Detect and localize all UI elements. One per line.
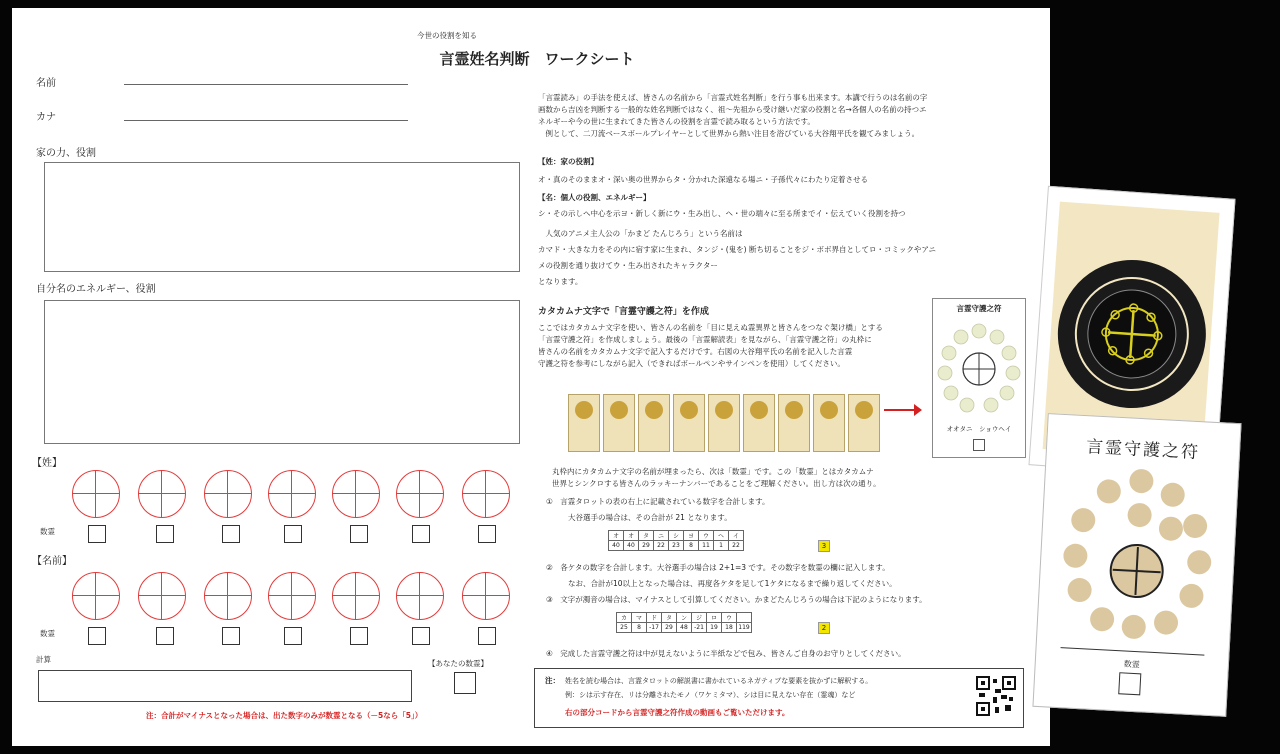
- table-cell: ウ: [699, 531, 714, 541]
- surname-circle[interactable]: [462, 470, 510, 518]
- talisman-circles-diagram: [933, 315, 1025, 415]
- given-name-circle[interactable]: [72, 572, 120, 620]
- table-cell: タ: [662, 613, 677, 623]
- your-kazutama-label: 【あなたの数霊】: [428, 659, 488, 668]
- katakamuna-line: ここではカタカムナ文字を使い、皆さんの名前を「目に見えぬ霊異界と皆さんをつなぐ架け橋」とする: [538, 323, 883, 332]
- tarot-card: [673, 394, 705, 452]
- kazutama-checkbox[interactable]: [222, 627, 240, 645]
- surname-circle[interactable]: [138, 470, 186, 518]
- given-name-circle[interactable]: [138, 572, 186, 620]
- intro-line: 画数から吉凶を判断する一般的な姓名判断ではなく、祖～先祖から受け継いだ家の役割と名→各個人の名前の持つエ: [538, 105, 927, 114]
- given-kazutama-label: 数霊: [40, 629, 55, 638]
- family-role-label: 家の力、役割: [36, 148, 96, 159]
- surname-circle[interactable]: [204, 470, 252, 518]
- talisman-emblem: [1048, 250, 1217, 419]
- note-box: [534, 668, 1024, 728]
- card-kazutama-label: 数霊: [1123, 659, 1141, 670]
- tarot-card: [708, 394, 740, 452]
- otani-number-table: [608, 530, 744, 551]
- kazutama-checkbox[interactable]: [478, 627, 496, 645]
- tarot-card: [638, 394, 670, 452]
- tarot-card: [778, 394, 810, 452]
- kazutama-checkbox[interactable]: [412, 525, 430, 543]
- table-cell: -17: [647, 623, 662, 633]
- subtitle: 今世の役割を知る: [417, 31, 477, 40]
- table-cell: タ: [639, 531, 654, 541]
- table-cell: 48: [677, 623, 692, 633]
- mei-heading: 【名：個人の役割、エネルギー】: [538, 193, 651, 202]
- footnote: 注：合計がマイナスとなった場合は、出た数字のみが数霊となる（－5なら「5」）: [146, 711, 423, 720]
- kazutama-checkbox[interactable]: [350, 627, 368, 645]
- table-total-cell: 119: [738, 624, 750, 631]
- note-line: 姓名を読む場合は、言霊タロットの解説書に書かれているネガティブな要素を抜かずに解釈する。: [565, 677, 873, 685]
- table-cell: 25: [617, 623, 632, 633]
- steps-intro: [552, 466, 992, 490]
- given-name-circle[interactable]: [462, 572, 510, 620]
- anime-detail: メの役割を通り抜けてウ・生み出されたキャラクター: [538, 261, 718, 270]
- mei-line: シ・その示しへ中心を示ヨ・新しく新にウ・生み出し、ヘ・世の端々に至る所までイ・伝えていく役割を持つ: [538, 209, 906, 218]
- table-cell: シ: [669, 531, 684, 541]
- table-cell: オ: [624, 531, 639, 541]
- family-role-box[interactable]: [44, 162, 520, 272]
- kazutama-checkbox[interactable]: [156, 525, 174, 543]
- anime-detail: となります。: [538, 277, 583, 286]
- calculation-label: 計算: [36, 655, 51, 664]
- surname-kazutama-label: 数霊: [40, 527, 55, 536]
- name-field[interactable]: [124, 84, 408, 85]
- surname-circle[interactable]: [396, 470, 444, 518]
- table-cell: 29: [639, 541, 654, 551]
- your-kazutama-box[interactable]: [454, 672, 476, 694]
- table-cell: ヘ: [714, 531, 729, 541]
- given-name-circle[interactable]: [204, 572, 252, 620]
- steps-intro-line: 世界とシンクロする皆さんのラッキーナンバーであることをご理解ください。出し方は次の通り。: [552, 479, 881, 488]
- table-cell: カ: [617, 613, 632, 623]
- sample-talisman-title: 言霊守護之符: [956, 304, 1002, 313]
- sei-heading: 【姓：家の役割】: [538, 157, 598, 166]
- surname-circle[interactable]: [268, 470, 316, 518]
- card-kazutama-box[interactable]: [1118, 672, 1141, 695]
- talisman-card-circles: [1053, 463, 1222, 643]
- table-cell: ウ: [722, 613, 737, 623]
- self-energy-label: 自分名のエネルギー、役割: [36, 284, 156, 295]
- table-row: [617, 623, 752, 633]
- card-divider: [1061, 647, 1205, 656]
- kazutama-checkbox[interactable]: [412, 627, 430, 645]
- katakamuna-line: 「言霊守護之符」を作成しましょう。最後の「言霊解読表」を見ながら、「言霊守護之符」の丸枠に: [538, 335, 872, 344]
- calculation-box[interactable]: [38, 670, 412, 702]
- table-cell: ロ: [707, 613, 722, 623]
- kazutama-checkbox[interactable]: [156, 627, 174, 645]
- intro-text: [538, 92, 1024, 140]
- table-cell: イ: [729, 531, 744, 541]
- given-name-circle[interactable]: [396, 572, 444, 620]
- step-4: ④ 完成した言霊守護之符は中が見えないように半紙などで包み、皆さんご自身のお守りとしてください。: [546, 649, 906, 658]
- tarot-card: [848, 394, 880, 452]
- kazutama-checkbox[interactable]: [88, 627, 106, 645]
- given-name-label: 【名前】: [32, 556, 72, 567]
- table-cell: 11: [699, 541, 714, 551]
- anime-detail: カマド・大きな力をその内に宿す家に生まれ、タンジ・(鬼を) 断ち切ることをジ・ボボ界自としてロ・コミックやアニ: [538, 245, 936, 254]
- kazutama-checkbox[interactable]: [284, 525, 302, 543]
- answer-badge: 2: [818, 622, 830, 634]
- table-cell: 19: [707, 623, 722, 633]
- table-row: [617, 613, 752, 623]
- table-cell: ヨ: [684, 531, 699, 541]
- table-cell: 22: [654, 541, 669, 551]
- answer-badge: 3: [818, 540, 830, 552]
- katakamuna-heading: カタカムナ文字で「言霊守護之符」を作成: [538, 307, 709, 317]
- arrow-right-icon: [882, 402, 924, 418]
- talisman-card-front: [1032, 413, 1241, 717]
- table-cell: ジ: [692, 613, 707, 623]
- anime-line: 人気のアニメ主人公の「かまど たんじろう」という名前は: [538, 229, 743, 238]
- table-cell: [737, 613, 752, 623]
- steps-intro-line: 丸枠内にカタカムナ文字の名前が埋まったら、次は「数霊」です。この「数霊」とはカタカムナ: [552, 467, 874, 476]
- given-name-circle[interactable]: [268, 572, 316, 620]
- tarot-card: [568, 394, 600, 452]
- surname-circle[interactable]: [332, 470, 380, 518]
- kazutama-checkbox[interactable]: [88, 525, 106, 543]
- kana-label: カナ: [36, 112, 56, 123]
- kazutama-checkbox[interactable]: [284, 627, 302, 645]
- intro-line: 「言霊読み」の手法を使えば、皆さんの名前から「言霊式姓名判断」を行う事も出来ます。本講で行うのは名前の字: [538, 93, 928, 102]
- table-cell: 40: [609, 541, 624, 551]
- kana-field[interactable]: [124, 120, 408, 121]
- table-cell: ド: [647, 613, 662, 623]
- table-cell: 1: [714, 541, 729, 551]
- surname-circle[interactable]: [72, 470, 120, 518]
- step-3: ③ 文字が濁音の場合は、マイナスとして引算してください。かまどたんじろうの場合は下記のようになります。: [546, 595, 927, 604]
- intro-line: 例として、二刀流ベースボールプレイヤーとして世界から熱い注目を浴びている大谷翔平氏を観てみましょう。: [538, 129, 920, 138]
- table-cell: 8: [684, 541, 699, 551]
- table-cell: 29: [662, 623, 677, 633]
- note-label: 注：: [545, 676, 560, 685]
- qr-code-icon[interactable]: [975, 675, 1017, 717]
- table-row: [609, 541, 744, 551]
- given-name-circle[interactable]: [332, 572, 380, 620]
- surname-label: 【姓】: [32, 458, 62, 469]
- table-cell: マ: [632, 613, 647, 623]
- step-1: ① 言霊タロットの表の右上に記載されている数字を合計します。: [546, 497, 770, 506]
- tarot-card: [603, 394, 635, 452]
- kazutama-checkbox[interactable]: [350, 525, 368, 543]
- page-title: 言霊姓名判断 ワークシート: [439, 50, 635, 68]
- note-line: 例：シは示す存在、リは分離されたモノ（ワケミタマ）、シは目に見えない存在（霊魂）など: [565, 691, 856, 699]
- worksheet-page: [12, 8, 1050, 746]
- table-row: [609, 531, 744, 541]
- sample-talisman-name: オオタニ ショウヘイ: [946, 425, 1012, 433]
- sample-talisman: [932, 298, 1026, 458]
- katakamuna-line: 守護之符を参考にしながら記入（できればボールペンやサインペンを使用）してください。: [538, 359, 845, 368]
- table-cell: 18: [722, 623, 737, 633]
- table-cell: ン: [677, 613, 692, 623]
- intro-line: ネルギーや今の世に生まれてきた皆さんの役割を言霊で読み取るという方法です。: [538, 117, 815, 126]
- tarot-card: [813, 394, 845, 452]
- katakamuna-text: [538, 322, 938, 370]
- qr-note: 右の部分コードから言霊守護之符作成の動画もご覧いただけます。: [565, 708, 790, 717]
- table-cell: 23: [669, 541, 684, 551]
- step-2-detail: なお、合計が10以上となった場合は、再度各ケタを足して1ケタになるまで繰り返してください。: [568, 579, 897, 588]
- table-cell: 22: [729, 541, 744, 551]
- table-cell: -21: [692, 623, 707, 633]
- self-energy-box[interactable]: [44, 300, 520, 444]
- table-cell: 40: [624, 541, 639, 551]
- table-cell: 8: [632, 623, 647, 633]
- kazutama-checkbox[interactable]: [222, 525, 240, 543]
- step-1-detail: 大谷選手の場合は、その合計が 21 となります。: [568, 513, 732, 522]
- table-cell: オ: [609, 531, 624, 541]
- kazutama-checkbox[interactable]: [478, 525, 496, 543]
- tarot-card: [743, 394, 775, 452]
- table-cell: ニ: [654, 531, 669, 541]
- katakamuna-line: 皆さんの名前をカタカムナ文字で記入するだけです。右図の大谷翔平氏の名前を記入した言霊: [538, 347, 853, 356]
- sample-kazutama-box: [973, 439, 985, 451]
- talisman-card-title: 言霊守護之符: [1085, 437, 1201, 464]
- sei-line: オ・真のそのままオ・深い奥の世界からタ・分かれた深遠なる場ニ・子孫代々にわたり定着させる: [538, 175, 868, 184]
- name-label: 名前: [36, 78, 56, 89]
- tanjiro-number-table: [616, 612, 752, 633]
- step-2: ② 各ケタの数字を合計します。大谷選手の場合は 2+1=3 です。その数字を数霊の欄に記入します。: [546, 563, 890, 572]
